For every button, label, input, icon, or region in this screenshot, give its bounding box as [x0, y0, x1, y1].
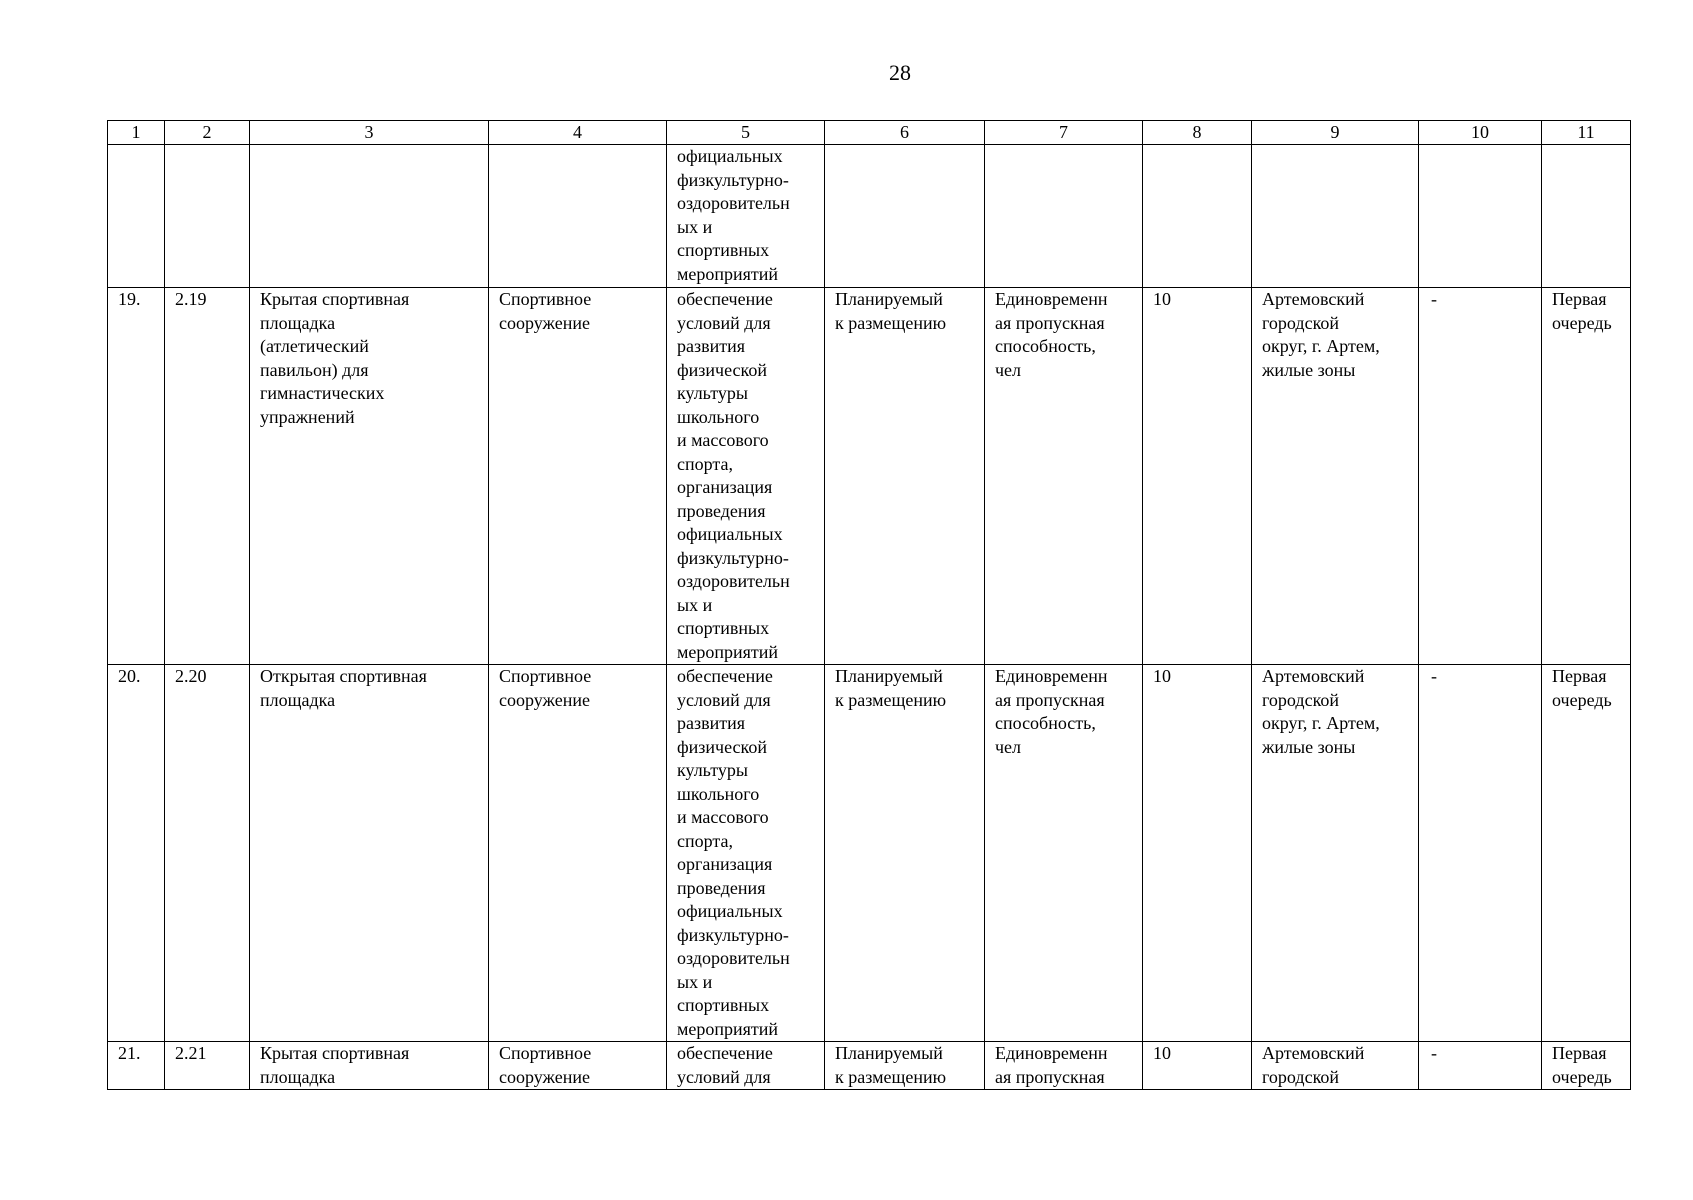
- column-header: 3: [250, 121, 489, 145]
- table-cell: [1143, 1042, 1252, 1090]
- table-cell: [1419, 288, 1542, 665]
- table-cell: [489, 665, 667, 1042]
- table-cell: [108, 1042, 165, 1090]
- implementation-stage: Первая очередь: [1552, 289, 1612, 333]
- object-name: Крытая спортивная площадка: [260, 1043, 410, 1087]
- row-number: 21.: [118, 1043, 141, 1063]
- table-cell: [1252, 288, 1419, 665]
- page-number: 28: [889, 60, 911, 85]
- characteristic: Единовременн ая пропускная: [995, 1043, 1108, 1087]
- purpose-text: обеспечение условий для развития физической культуры школьного и массового спорта, организация проведения официальных физкультурно- оздоровительн ых и спортивных мероприятий: [677, 666, 790, 1039]
- table-cell: [108, 145, 165, 288]
- table-cell: [667, 1042, 825, 1090]
- table-cell: [250, 145, 489, 288]
- object-status: Планируемый к размещению: [835, 666, 947, 710]
- row-number: 19.: [118, 289, 141, 309]
- table-cell: [985, 1042, 1143, 1090]
- characteristic: Единовременн ая пропускная способность, чел: [995, 666, 1108, 757]
- table-cell: [1143, 288, 1252, 665]
- object-type: Спортивное сооружение: [499, 1043, 592, 1087]
- table-cell: [985, 288, 1143, 665]
- table-cell: [825, 665, 985, 1042]
- object-name: Открытая спортивная площадка: [260, 666, 427, 710]
- column-10-value: -: [1431, 1043, 1437, 1063]
- table-cell: [1419, 1042, 1542, 1090]
- column-10-value: -: [1431, 289, 1437, 309]
- object-code: 2.19: [175, 289, 207, 309]
- table-cell: [165, 145, 250, 288]
- column-header: 2: [165, 121, 250, 145]
- table-cell: [1252, 145, 1419, 288]
- column-header: 9: [1252, 121, 1419, 145]
- location: Артемовский городской округ, г. Артем, жилые зоны: [1262, 666, 1380, 757]
- object-code: 2.20: [175, 666, 207, 686]
- table-cell: [1419, 665, 1542, 1042]
- table-cell: [1542, 665, 1631, 1042]
- table-cell: [1542, 288, 1631, 665]
- table-cell: [165, 288, 250, 665]
- table-row: [108, 665, 1631, 1042]
- table-cell: [489, 145, 667, 288]
- table-cell: [489, 288, 667, 665]
- table-cell: [1143, 145, 1252, 288]
- table-cell: [667, 665, 825, 1042]
- column-header: 1: [108, 121, 165, 145]
- location: Артемовский городской округ, г. Артем, жилые зоны: [1262, 289, 1380, 380]
- table-row: [108, 288, 1631, 665]
- table-cell: [1143, 665, 1252, 1042]
- table-cell: [165, 1042, 250, 1090]
- column-header: 11: [1542, 121, 1631, 145]
- table-cell: [165, 665, 250, 1042]
- table-row-continuation: [108, 145, 1631, 288]
- object-type: Спортивное сооружение: [499, 289, 592, 333]
- characteristic-value: 10: [1153, 666, 1171, 686]
- table-cell: [250, 288, 489, 665]
- characteristic-value: 10: [1153, 1043, 1171, 1063]
- planned-objects-table: [107, 120, 1631, 1090]
- table-cell: [1252, 665, 1419, 1042]
- purpose-text: обеспечение условий для развития физической культуры школьного и массового спорта, организация проведения официальных физкультурно- оздоровительн ых и спортивных мероприятий: [677, 289, 790, 662]
- column-header: 4: [489, 121, 667, 145]
- table-cell: [825, 1042, 985, 1090]
- object-code: 2.21: [175, 1043, 207, 1063]
- implementation-stage: Первая очередь: [1552, 1043, 1612, 1087]
- column-header: 8: [1143, 121, 1252, 145]
- table-cell: [667, 145, 825, 288]
- column-header: 5: [667, 121, 825, 145]
- table-cell: [825, 288, 985, 665]
- table-cell: [667, 288, 825, 665]
- characteristic-value: 10: [1153, 289, 1171, 309]
- table-cell: [825, 145, 985, 288]
- column-header: 10: [1419, 121, 1542, 145]
- table-cell: [985, 665, 1143, 1042]
- table-cell: [985, 145, 1143, 288]
- object-type: Спортивное сооружение: [499, 666, 592, 710]
- purpose-text: обеспечение условий для: [677, 1043, 773, 1087]
- column-header: 6: [825, 121, 985, 145]
- column-header: 7: [985, 121, 1143, 145]
- characteristic: Единовременн ая пропускная способность, чел: [995, 289, 1108, 380]
- location: Артемовский городской: [1262, 1043, 1365, 1087]
- implementation-stage: Первая очередь: [1552, 666, 1612, 710]
- column-number-row: [108, 121, 1631, 145]
- column-10-value: -: [1431, 666, 1437, 686]
- table-cell: [250, 1042, 489, 1090]
- table-cell: [489, 1042, 667, 1090]
- table-cell: [1419, 145, 1542, 288]
- row-number: 20.: [118, 666, 141, 686]
- table-cell: [1252, 1042, 1419, 1090]
- table-cell: [250, 665, 489, 1042]
- purpose-text: официальных физкультурно- оздоровительн ых и спортивных мероприятий: [677, 146, 790, 284]
- table-row: [108, 1042, 1631, 1090]
- table-cell: [108, 665, 165, 1042]
- object-status: Планируемый к размещению: [835, 1043, 947, 1087]
- object-name: Крытая спортивная площадка (атлетический павильон) для гимнастических упражнений: [260, 289, 410, 427]
- object-status: Планируемый к размещению: [835, 289, 947, 333]
- table-cell: [1542, 145, 1631, 288]
- table-cell: [108, 288, 165, 665]
- table-cell: [1542, 1042, 1631, 1090]
